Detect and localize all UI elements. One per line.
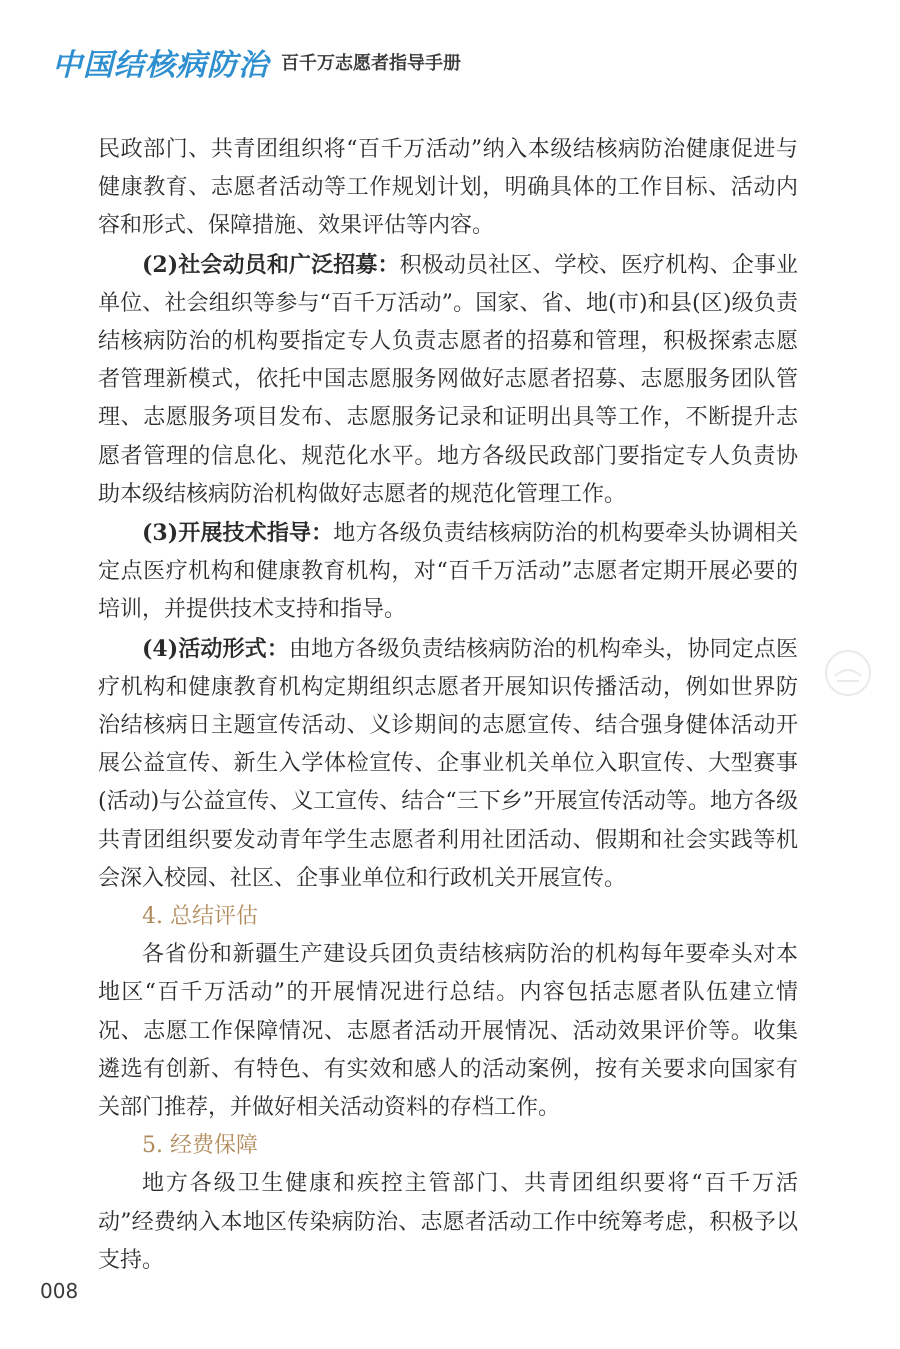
item-4-label: (4)活动形式： [142, 635, 289, 662]
section-5-text: 地方各级卫生健康和疾控主管部门、共青团组织要将“百千万活动”经费纳入本地区传染病防治、志愿者活动工作中统筹考虑，积极予以支持。 [98, 1171, 798, 1273]
section-4-text: 各省份和新疆生产建设兵团负责结核病防治的机构每年要牵头对本地区“百千万活动”的开展情况进行总结。内容包括志愿者队伍建立情况、志愿工作保障情况、志愿者活动开展情况、活动效果评价等。收集遴选有创新、有特色、有实效和感人的活动案例，按有关要求向国家有关部门推荐，并做好相关活动资料的存档工作。 [98, 942, 798, 1121]
seal-watermark-icon [823, 648, 873, 698]
item-2-label: (2)社会动员和广泛招募： [142, 251, 400, 278]
section-4-heading: 4. 总结评估 [142, 904, 258, 930]
item-3-label: (3)开展技术指导： [142, 520, 334, 547]
item-2 [98, 246, 798, 514]
item-4 [98, 630, 798, 898]
item-3-text: 地方各级负责结核病防治的机构要牵头协调相关定点医疗机构和健康教育机构，对“百千万活动”志愿者定期开展必要的培训，并提供技术支持和指导。 [98, 521, 798, 623]
running-header [52, 42, 461, 82]
item-3 [98, 514, 798, 630]
paragraph-continued: 民政部门、共青团组织将“百千万活动”纳入本级结核病防治健康促进与健康教育、志愿者活动等工作规划计划，明确具体的工作目标、活动内容和形式、保障措施、效果评估等内容。 [98, 137, 798, 239]
item-2-text: 积极动员社区、学校、医疗机构、企事业单位、社会组织等参与“百千万活动”。国家、省、地(市)和县(区)级负责结核病防治的机构要指定专人负责志愿者的招募和管理，积极探索志愿者管理新模式，依托中国志愿服务网做好志愿者招募、志愿服务团队管理、志愿服务项目发布、志愿服务记录和证明出具等工作，不断提升志愿者管理的信息化、规范化水平。地方各级民政部门要指定专人负责协助本级结核病防治机构做好志愿者的规范化管理工作。 [98, 252, 798, 507]
section-5-heading: 5. 经费保障 [142, 1133, 258, 1159]
item-4-text: 由地方各级负责结核病防治的机构牵头，协同定点医疗机构和健康教育机构定期组织志愿者开展知识传播活动，例如世界防治结核病日主题宣传活动、义诊期间的志愿宣传、结合强身健体活动开展公益宣传、新生入学体检宣传、企事业机关单位入职宣传、大型赛事(活动)与公益宣传、义工宣传、结合“三下乡”开展宣传活动等。地方各级共青团组织要发动青年学生志愿者利用社团活动、假期和社会实践等机会深入校园、社区、企事业单位和行政机关开展宣传。 [98, 636, 798, 891]
page-body [98, 131, 798, 1280]
page-number: 008 [40, 1279, 79, 1303]
brand-logo-text: 中国结核病防治 [52, 48, 269, 83]
book-subtitle: 百千万志愿者指导手册 [281, 53, 461, 74]
